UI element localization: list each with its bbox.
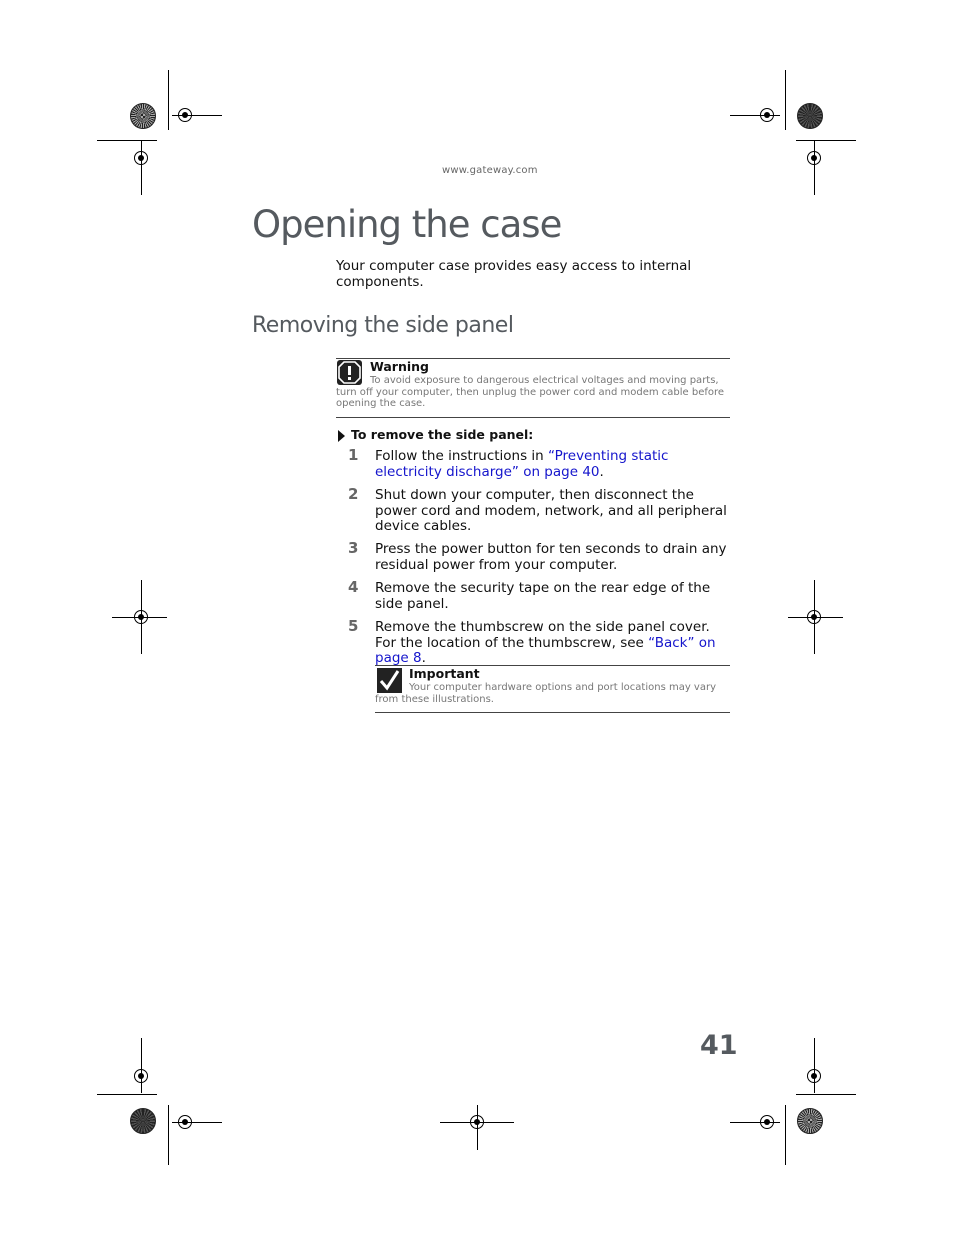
- registration-star-icon: [130, 103, 156, 129]
- step-text: Shut down your computer, then disconnect the power cord and modem, network, and all peripheral device cables.: [375, 487, 727, 534]
- step-text: [375, 449, 731, 480]
- step-text: Remove the security tape on the rear edge of the side panel.: [375, 580, 711, 612]
- step-text: [375, 620, 731, 667]
- crosshair-icon: [470, 1115, 484, 1129]
- important-heading: Important: [409, 666, 480, 681]
- crosshair-icon: [178, 1115, 192, 1129]
- important-text: Your computer hardware options and port locations may vary from these illustrations.: [375, 682, 716, 705]
- registration-star-icon: [797, 103, 823, 129]
- warning-heading: Warning: [370, 359, 429, 374]
- step-text-part: .: [599, 463, 604, 480]
- step-number: 4: [348, 578, 359, 596]
- step-number: 3: [348, 539, 359, 557]
- crosshair-icon: [760, 1115, 774, 1129]
- important-box: [375, 665, 730, 713]
- crosshair-icon: [134, 1069, 148, 1083]
- crosshair-icon: [178, 108, 192, 122]
- step-text-part: Follow the instructions in: [375, 448, 549, 464]
- crosshair-icon: [760, 108, 774, 122]
- registration-star-icon: [130, 1108, 156, 1134]
- step-text: Press the power button for ten seconds to drain any residual power from your computer.: [375, 541, 727, 573]
- header-url[interactable]: www.gateway.com: [442, 165, 538, 176]
- step-number: 5: [348, 617, 359, 635]
- procedure-arrow-icon: [338, 430, 345, 442]
- crosshair-icon: [807, 610, 821, 624]
- step-number: 2: [348, 485, 359, 503]
- step-link[interactable]: “Back” on page 8: [375, 634, 716, 666]
- warning-box: [336, 358, 730, 418]
- step-text-part: Remove the thumbscrew on the side panel cover. For the location of the thumbscrew, see: [375, 619, 710, 651]
- step-number: 1: [348, 446, 359, 464]
- warning-text: To avoid exposure to dangerous electrical voltages and moving parts, turn off your computer, then unplug the power cord and modem cable before opening the case.: [336, 375, 725, 409]
- crosshair-icon: [134, 610, 148, 624]
- registration-star-icon: [797, 1108, 823, 1134]
- step-link[interactable]: “Preventing static electricity discharge” on page 40: [375, 448, 669, 480]
- intro-paragraph: Your computer case provides easy access to internal components.: [336, 258, 692, 290]
- step-text-part: .: [421, 650, 426, 666]
- crosshair-icon: [134, 151, 148, 165]
- section-heading: Removing the side panel: [252, 313, 514, 338]
- crosshair-icon: [807, 151, 821, 165]
- crosshair-icon: [807, 1069, 821, 1083]
- page-title: Opening the case: [252, 203, 562, 246]
- procedure-heading: To remove the side panel:: [351, 427, 534, 442]
- page-number: 41: [700, 1030, 738, 1061]
